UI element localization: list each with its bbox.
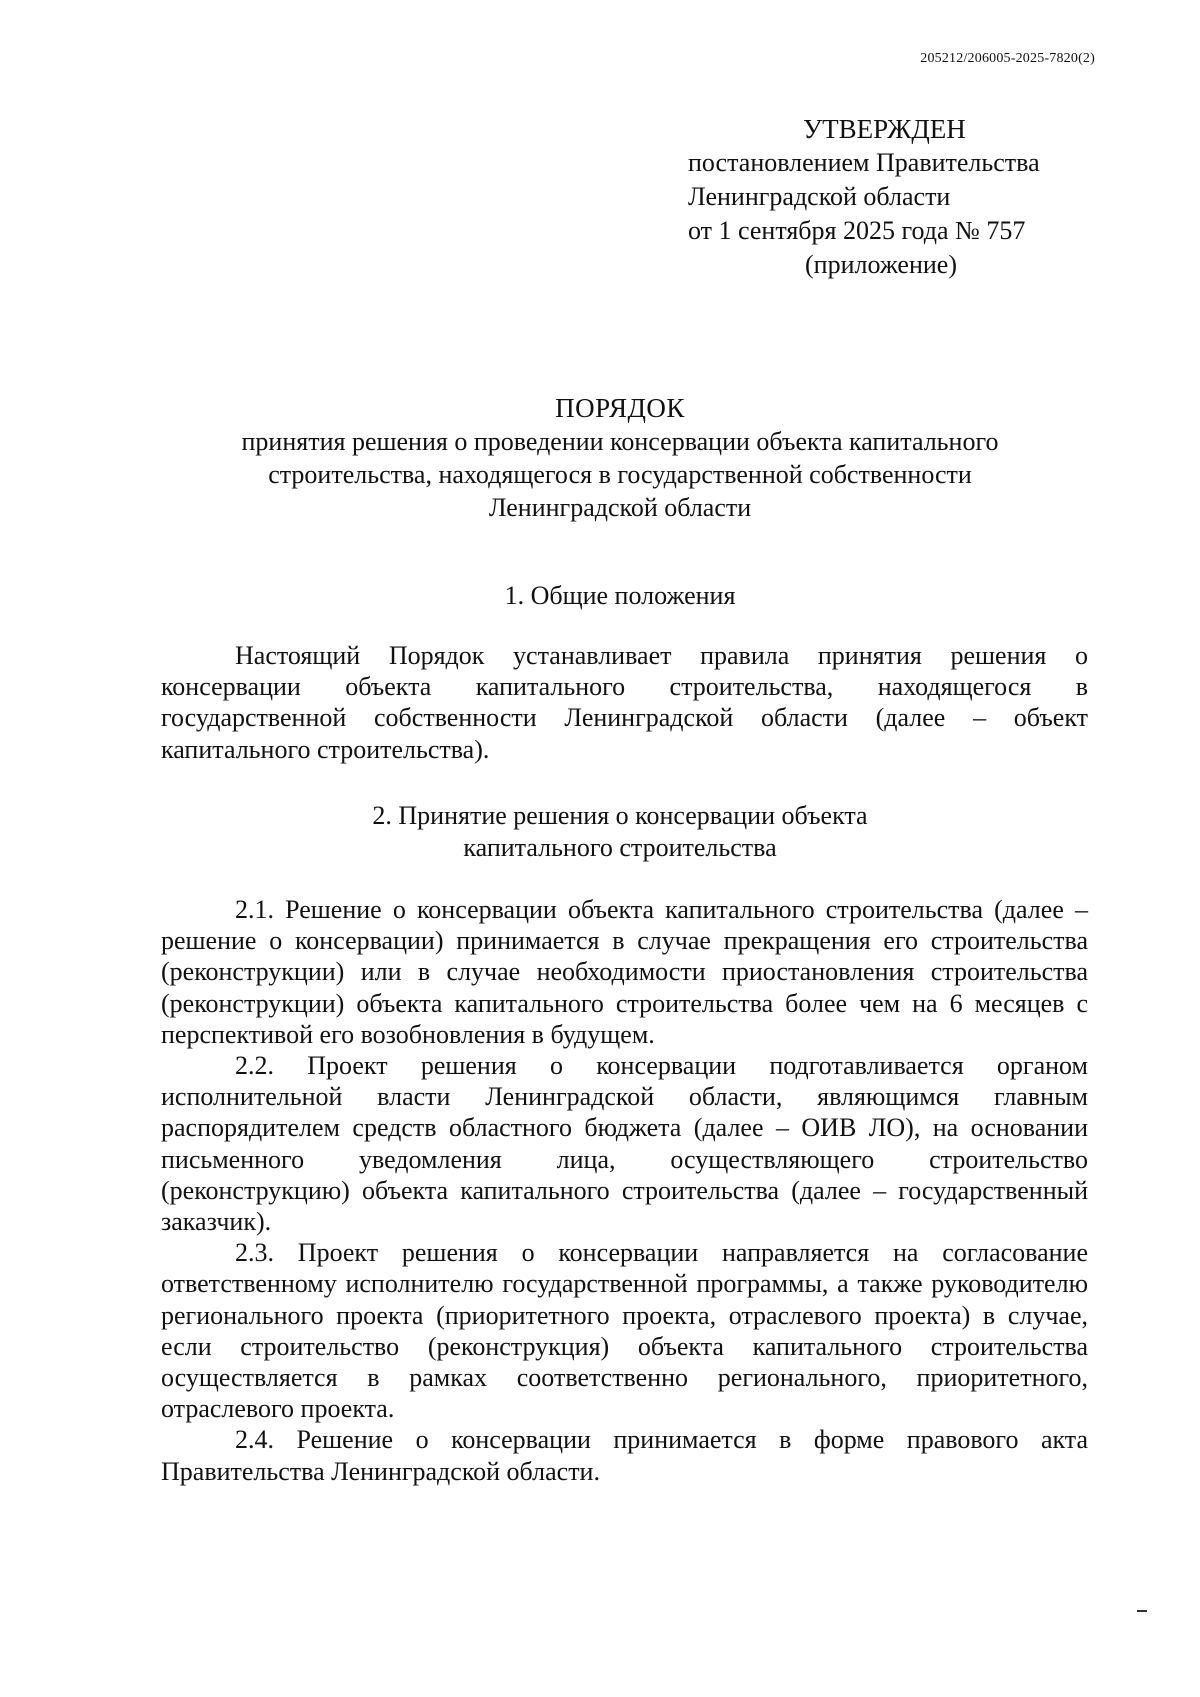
approval-annex: (приложение) [805, 250, 958, 279]
approval-line-3: от 1 сентября 2025 года № 757 [688, 216, 1026, 245]
approval-stamp [688, 112, 1128, 282]
document-code: 205212/206005-2025-7820(2) [920, 51, 1095, 66]
document-header [0, 392, 1200, 524]
document-subtitle-text: принятия решения о проведении консервации объекта капитального строительства, находящегося в государственной собственности Ленинградской области [241, 427, 999, 522]
paragraph-1: Настоящий Порядок устанавливает правила принятия решения о консервации объекта капитального строительства, находящегося в государственной собственности Ленинградской области (далее – объект капитального строительства). [161, 641, 1088, 764]
section-2-body [161, 894, 1088, 1487]
scan-mark [1137, 1610, 1147, 1612]
document-subtitle [170, 425, 1030, 524]
paragraph-2-4: 2.4. Решение о консервации принимается в форме правового акта Правительства Ленинградской области. [161, 1425, 1088, 1486]
paragraph-2-1: 2.1. Решение о консервации объекта капитального строительства (далее – решение о консервации) принимается в случае прекращения его строительства (реконструкции) или в случае необходимости приостановления строительства (реконструкции) объекта капитального строительства более чем на 6 месяцев с перспективой его возобновления в будущем. [161, 895, 1088, 1049]
section-1-heading: 1. Общие положения [504, 581, 736, 610]
approval-title: УТВЕРЖДЕН [803, 114, 966, 144]
section-2-heading-line-2: капитального строительства [463, 833, 777, 862]
paragraph-2-2: 2.2. Проект решения о консервации подготавливается органом исполнительной власти Ленинградской области, являющимся главным распорядителем средств областного бюджета (далее – ОИВ ЛО), на основании письменного уведомления лица, осуществляющего строительство (реконструкцию) объекта капитального строительства (далее – государственный заказчик). [161, 1051, 1088, 1237]
section-1-body [161, 640, 1088, 765]
section-2-heading-line-1: 2. Принятие решения о консервации объекта [372, 801, 868, 830]
document-title: ПОРЯДОК [555, 393, 685, 423]
paragraph-2-3: 2.3. Проект решения о консервации направляется на согласование ответственному исполнителю государственной программы, а также руководителю регионального проекта (приоритетного проекта, отраслевого проекта) в случае, если строительство (реконструкция) объекта капитального строительства осуществляется в рамках соответственно регионального, приоритетного, отраслевого проекта. [161, 1238, 1088, 1424]
section-2-heading [0, 800, 1200, 864]
approval-line-2: Ленинградской области [688, 182, 951, 211]
approval-line-1: постановлением Правительства [688, 148, 1040, 177]
